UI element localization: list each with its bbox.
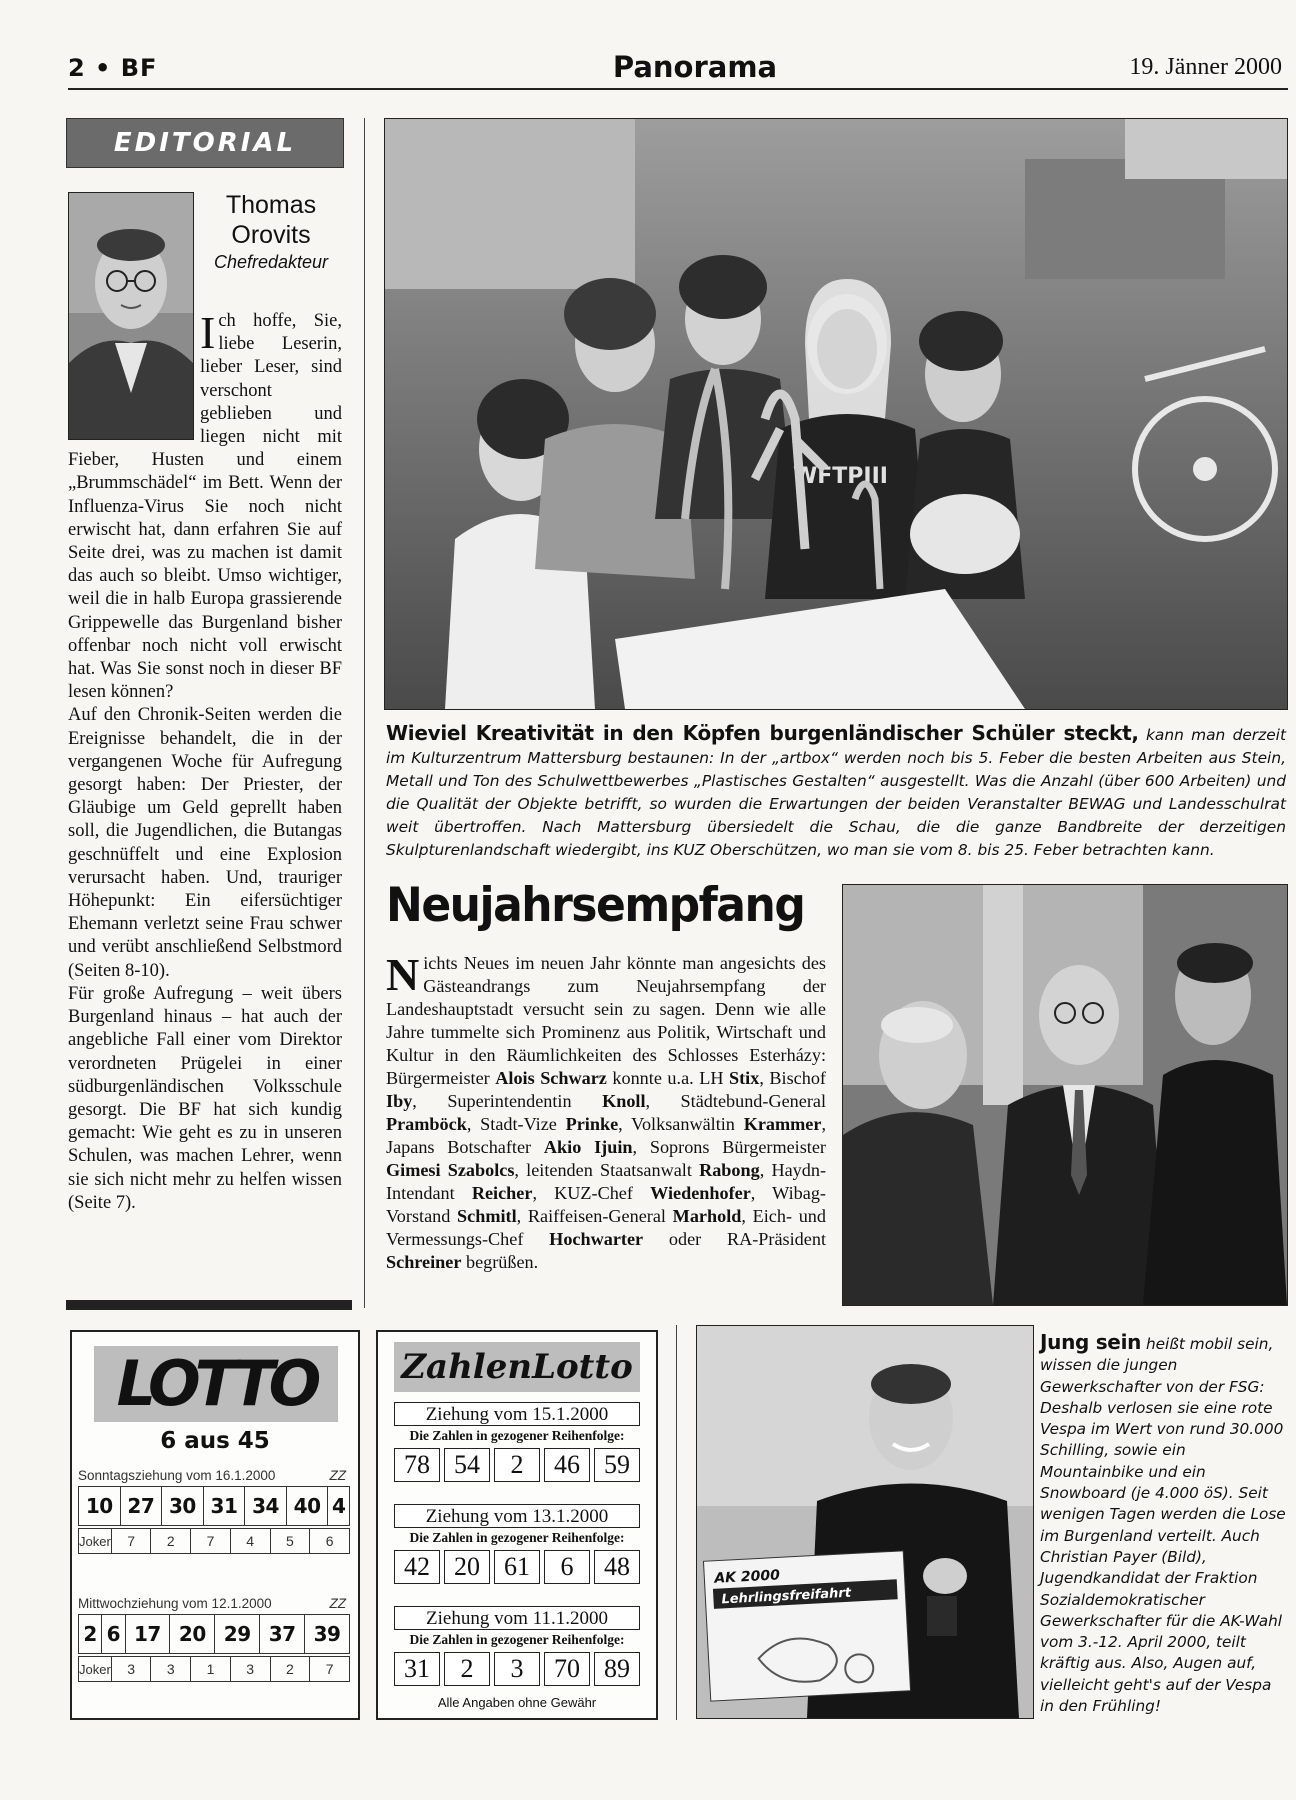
lotto-number: 40 bbox=[286, 1487, 328, 1526]
joker-digit: 7 bbox=[111, 1529, 151, 1554]
lotto-draw1-date: Sonntagsziehung vom 16.1.2000 bbox=[78, 1468, 276, 1483]
author-name-first: Thomas bbox=[225, 191, 317, 219]
jung-sein-lead: Jung sein bbox=[1040, 1330, 1142, 1354]
lotto-number: 17 bbox=[125, 1615, 170, 1654]
joker-digit: 2 bbox=[151, 1529, 191, 1554]
photo-students-sculptures bbox=[384, 118, 1288, 710]
neujahr-text-run: , Bischof bbox=[759, 1068, 826, 1088]
zahlenlotto-number: 2 bbox=[444, 1652, 490, 1686]
neujahr-text-run: oder RA-Präsident bbox=[643, 1229, 826, 1249]
column-rule-left bbox=[364, 118, 365, 1308]
editorial-banner bbox=[66, 118, 344, 168]
lotto-draw1-joker bbox=[78, 1528, 350, 1554]
neujahr-paragraph bbox=[386, 949, 826, 1274]
neujahr-name: Pramböck bbox=[386, 1114, 467, 1134]
neujahr-text-run: , Raiffeisen-General bbox=[516, 1206, 673, 1226]
zahlenlotto-number: 20 bbox=[444, 1550, 490, 1584]
neujahr-name: Rabong bbox=[699, 1160, 760, 1180]
header-rule bbox=[68, 88, 1288, 90]
lotto-zusatzzahl: 4 bbox=[328, 1487, 350, 1526]
neujahr-name: Reicher bbox=[471, 1183, 533, 1203]
neujahr-drop-cap: N bbox=[386, 949, 420, 1000]
neujahr-text-run: , Superintendentin bbox=[412, 1091, 603, 1111]
lotto-draw2-joker bbox=[78, 1656, 350, 1682]
neujahr-name: Schmitl bbox=[457, 1206, 517, 1226]
zahlenlotto-number: 3 bbox=[494, 1652, 540, 1686]
neujahr-name: Akio Ijuin bbox=[543, 1137, 633, 1157]
photo-art-shirt-text: WFTPIII bbox=[793, 464, 888, 489]
zahlenlotto-draw3-numbers bbox=[394, 1652, 640, 1686]
lotto-draw1-zz: ZZ bbox=[329, 1468, 346, 1483]
zahlenlotto-number: 46 bbox=[544, 1448, 590, 1482]
section-title: Panorama bbox=[612, 50, 778, 84]
neujahr-name: Schreiner bbox=[386, 1252, 462, 1272]
lotto-number: 6 bbox=[102, 1615, 125, 1654]
lotto-logo bbox=[94, 1346, 338, 1422]
lotto-zusatzzahl: 39 bbox=[305, 1615, 350, 1654]
lotto-draw2-table bbox=[78, 1614, 350, 1654]
column-rule-bottom bbox=[676, 1325, 677, 1720]
zahlenlotto-number: 42 bbox=[394, 1550, 440, 1584]
neujahr-name: Iby bbox=[386, 1091, 413, 1111]
editorial-paragraph-2: Auf den Chronik-Seiten werden die Ereignisse behandelt, die in der vergangenen Woche für Aufregung gesorgt haben: Der Priester, der Gläubige um Geld geprellt haben soll, die Jugendlichen, die Butangas geschnüffelt und eine Explosion verursacht haben. Und, trauriger Höhepunkt: Ein eifersüchtiger Ehemann verletzt seine Frau schwer und verübt anschließend Selbstmord (Seiten 8-10). bbox=[68, 705, 342, 981]
neujahr-text-run: , leitenden Staatsanwalt bbox=[514, 1160, 700, 1180]
joker-label: Joker bbox=[79, 1529, 112, 1554]
photo-students-illustration bbox=[385, 119, 1287, 709]
neujahr-text-run: , Volksanwältin bbox=[618, 1114, 744, 1134]
neujahr-name: Hochwarter bbox=[549, 1229, 644, 1249]
neujahr-name: Alois Schwarz bbox=[495, 1068, 607, 1088]
lotto-draw1-table bbox=[78, 1486, 350, 1526]
joker-digit: 1 bbox=[191, 1657, 231, 1682]
zahlenlotto-number: 59 bbox=[594, 1448, 640, 1482]
neujahr-text-run: , KUZ-Chef bbox=[532, 1183, 651, 1203]
zahlenlotto-draw1-label: Ziehung vom 15.1.2000 bbox=[394, 1402, 640, 1426]
zahlenlotto-number: 31 bbox=[394, 1652, 440, 1686]
author-block bbox=[200, 190, 342, 273]
lotto-number: 10 bbox=[79, 1487, 121, 1526]
neujahr-headline: Neujahrsempfang bbox=[386, 878, 805, 934]
neujahr-text-run: ichts Neues im neuen Jahr könnte man angesichts des Gästeandrangs zum Neujahrsempfang der Landeshauptstadt versucht sein zu sagen. Denn wie alle Jahre tummelte sich Prominenz aus Politik, Wirtschaft und Kultur in den Räumlichkeiten des Schlosses Esterházy: Bürgermeister bbox=[386, 953, 826, 1088]
lotto-subtitle: 6 aus 45 bbox=[160, 1428, 270, 1454]
lotto-number: 37 bbox=[260, 1615, 305, 1654]
zahlenlotto-draw2-sub: Die Zahlen in gezogener Reihenfolge: bbox=[409, 1530, 625, 1545]
neujahr-text-run: , Japans Botschafter bbox=[386, 1114, 826, 1157]
issue-date: 19. Jänner 2000 bbox=[1129, 54, 1282, 80]
zahlenlotto-number: 2 bbox=[494, 1448, 540, 1482]
joker-digit: 3 bbox=[151, 1657, 191, 1682]
neujahr-name: Prinke bbox=[565, 1114, 619, 1134]
page-number: 2 • BF bbox=[68, 54, 158, 82]
editorial-drop-cap: I bbox=[200, 307, 216, 358]
editorial-end-bar bbox=[66, 1300, 352, 1310]
art-caption-lead: Wieviel Kreativität in den Köpfen burgenländischer Schüler steckt, bbox=[386, 721, 1139, 745]
photo-neujahr-illustration bbox=[843, 885, 1287, 1305]
zahlenlotto-disclaimer: Alle Angaben ohne Gewähr bbox=[437, 1695, 597, 1710]
lotto-draw1-label bbox=[78, 1468, 350, 1483]
neujahr-text-run: begrüßen. bbox=[461, 1252, 539, 1272]
editorial-banner-text: EDITORIAL bbox=[113, 128, 297, 158]
poster-title: Lehrlingsfreifahrt bbox=[721, 1585, 852, 1608]
editorial-text bbox=[68, 307, 342, 1215]
lotto-number: 20 bbox=[170, 1615, 215, 1654]
lotto-logo-text: LOTTO bbox=[116, 1347, 316, 1420]
lotto-number: 2 bbox=[79, 1615, 102, 1654]
zahlenlotto-number: 61 bbox=[494, 1550, 540, 1584]
neujahr-name: Stix bbox=[729, 1068, 760, 1088]
joker-digit: 2 bbox=[270, 1657, 310, 1682]
joker-digit: 7 bbox=[191, 1529, 231, 1554]
zahlenlotto-results-box bbox=[376, 1330, 658, 1720]
neujahr-text-run: , Eich- und Vermessungs-Chef bbox=[386, 1206, 826, 1249]
joker-digit: 6 bbox=[310, 1529, 350, 1554]
zahlenlotto-draw1-sub: Die Zahlen in gezogener Reihenfolge: bbox=[409, 1428, 625, 1443]
joker-digit: 3 bbox=[230, 1657, 270, 1682]
neujahr-name: Gimesi Szabolcs bbox=[386, 1160, 515, 1180]
lotto-number: 34 bbox=[245, 1487, 287, 1526]
photo-christian-payer bbox=[696, 1325, 1034, 1719]
lotto-draw2-zz: ZZ bbox=[329, 1596, 346, 1611]
jung-sein-text bbox=[1040, 1332, 1290, 1717]
zahlenlotto-draw3-sub: Die Zahlen in gezogener Reihenfolge: bbox=[409, 1632, 625, 1647]
zahlenlotto-draw3-label: Ziehung vom 11.1.2000 bbox=[394, 1606, 640, 1630]
lotto-number: 29 bbox=[215, 1615, 260, 1654]
neujahr-text-run: , Wibag-Vorstand bbox=[386, 1183, 826, 1226]
zahlenlotto-number: 6 bbox=[544, 1550, 590, 1584]
art-photo-caption bbox=[386, 722, 1286, 862]
joker-digit: 4 bbox=[230, 1529, 270, 1554]
neujahr-text bbox=[386, 949, 826, 1274]
zahlenlotto-number: 48 bbox=[594, 1550, 640, 1584]
lotto-draw2-label bbox=[78, 1596, 350, 1611]
joker-label: Joker bbox=[79, 1657, 112, 1682]
jung-sein-body: heißt mobil sein, wissen die jungen Gewerkschafter von der FSG: Deshalb verlosen sie eine rote Vespa im Wert von rund 30.000 Schilling, sowie ein Mountainbike und ein Snowboard (je 4.000 öS). Seit wenigen Tagen werden die Lose im Burgenland verteilt. Auch Christian Payer (Bild), Jugendkandidat der Fraktion Sozialdemokratischer Gewerkschafter für die AK-Wahl vom 3.-12. April 2000, teilt kräftig aus. Also, Augen auf, vielleicht geht's auf der Vespa in den Frühling! bbox=[1040, 1335, 1286, 1716]
zahlenlotto-draw2-numbers bbox=[394, 1550, 640, 1584]
lotto-number: 30 bbox=[162, 1487, 204, 1526]
zahlenlotto-logo: ZahlenLotto bbox=[394, 1342, 640, 1392]
neujahr-text-run: konnte u.a. LH bbox=[606, 1068, 729, 1088]
neujahr-name: Krammer bbox=[743, 1114, 822, 1134]
lotto-results-box bbox=[70, 1330, 360, 1720]
poster-brand: AK 2000 bbox=[713, 1567, 781, 1587]
zahlenlotto-number: 89 bbox=[594, 1652, 640, 1686]
editorial-paragraph-3: Für große Aufregung – weit übers Burgenland hinaus – hat auch der angebliche Fall einer vom Direktor verordneten Prügelei in einer südburgenländischen Volksschule gesorgt. Die BF hat sich kundig gemacht: Wie geht es zu in unseren Schulen, was machen Lehrer, wenn sie sich nicht mehr zu helfen wissen (Seite 7). bbox=[68, 983, 342, 1213]
neujahr-name: Wiedenhofer bbox=[650, 1183, 751, 1203]
neujahr-text-run: , Städtebund-General bbox=[645, 1091, 826, 1111]
zahlenlotto-number: 54 bbox=[444, 1448, 490, 1482]
photo-neujahrsempfang bbox=[842, 884, 1288, 1306]
zahlenlotto-draw2-label: Ziehung vom 13.1.2000 bbox=[394, 1504, 640, 1528]
photo-jung-illustration bbox=[697, 1326, 1033, 1718]
author-name-last: Orovits bbox=[231, 221, 311, 249]
neujahr-text-run: , Soprons Bürgermeister bbox=[632, 1137, 826, 1157]
neujahr-text-run: , Stadt-Vize bbox=[466, 1114, 566, 1134]
joker-digit: 7 bbox=[310, 1657, 350, 1682]
lotto-draw2-date: Mittwochziehung vom 12.1.2000 bbox=[78, 1596, 272, 1611]
art-caption-body: kann man derzeit im Kulturzentrum Mattersburg bestaunen: In der „artbox“ werden noch bis 5. Feber die besten Arbeiten aus Stein, Metall und Ton des Schulwettbewerbes „Plastisches Gestalten“ ausgestellt. Was die Anzahl (über 600 Arbeiten) und die Qualität der Objekte betrifft, so wurden die Erwartungen der beiden Veranstalter BEWAG und Landesschulrat weit übertroffen. Nach Mattersburg übersiedelt die Schau, die die ganze Bandbreite der derzeitigen Skulpturenlandschaft wiedergibt, ins KUZ Oberschützen, wo man sie vom 8. bis 25. Feber betrachten kann. bbox=[386, 726, 1286, 859]
zahlenlotto-draw1-numbers bbox=[394, 1448, 640, 1482]
neujahr-name: Marhold bbox=[672, 1206, 742, 1226]
neujahr-text-run: , Haydn-Intendant bbox=[386, 1160, 826, 1203]
editorial-paragraph-1: ch hoffe, Sie, liebe Leserin, lieber Leser, sind verschont geblieben und liegen nicht mit Fieber, Husten und einem „Brummschädel“ im Bett. Wenn der Influenza-Virus Sie noch nicht erwischt hat, dann erfahren Sie auf Seite drei, was zu machen ist damit das auch so bleibt. Umso wichtiger, weil die in halb Europa grassierende Grippewelle das Burgenland bisher offenbar noch nicht voll erwischt hat. Was Sie sonst noch in dieser BF lesen können? bbox=[68, 311, 342, 703]
zahlenlotto-number: 70 bbox=[544, 1652, 590, 1686]
lotto-number: 31 bbox=[203, 1487, 245, 1526]
joker-digit: 5 bbox=[270, 1529, 310, 1554]
joker-digit: 3 bbox=[111, 1657, 151, 1682]
author-role: Chefredakteur bbox=[213, 252, 329, 272]
zahlenlotto-number: 78 bbox=[394, 1448, 440, 1482]
neujahr-name: Knoll bbox=[602, 1091, 646, 1111]
lotto-number: 27 bbox=[120, 1487, 162, 1526]
